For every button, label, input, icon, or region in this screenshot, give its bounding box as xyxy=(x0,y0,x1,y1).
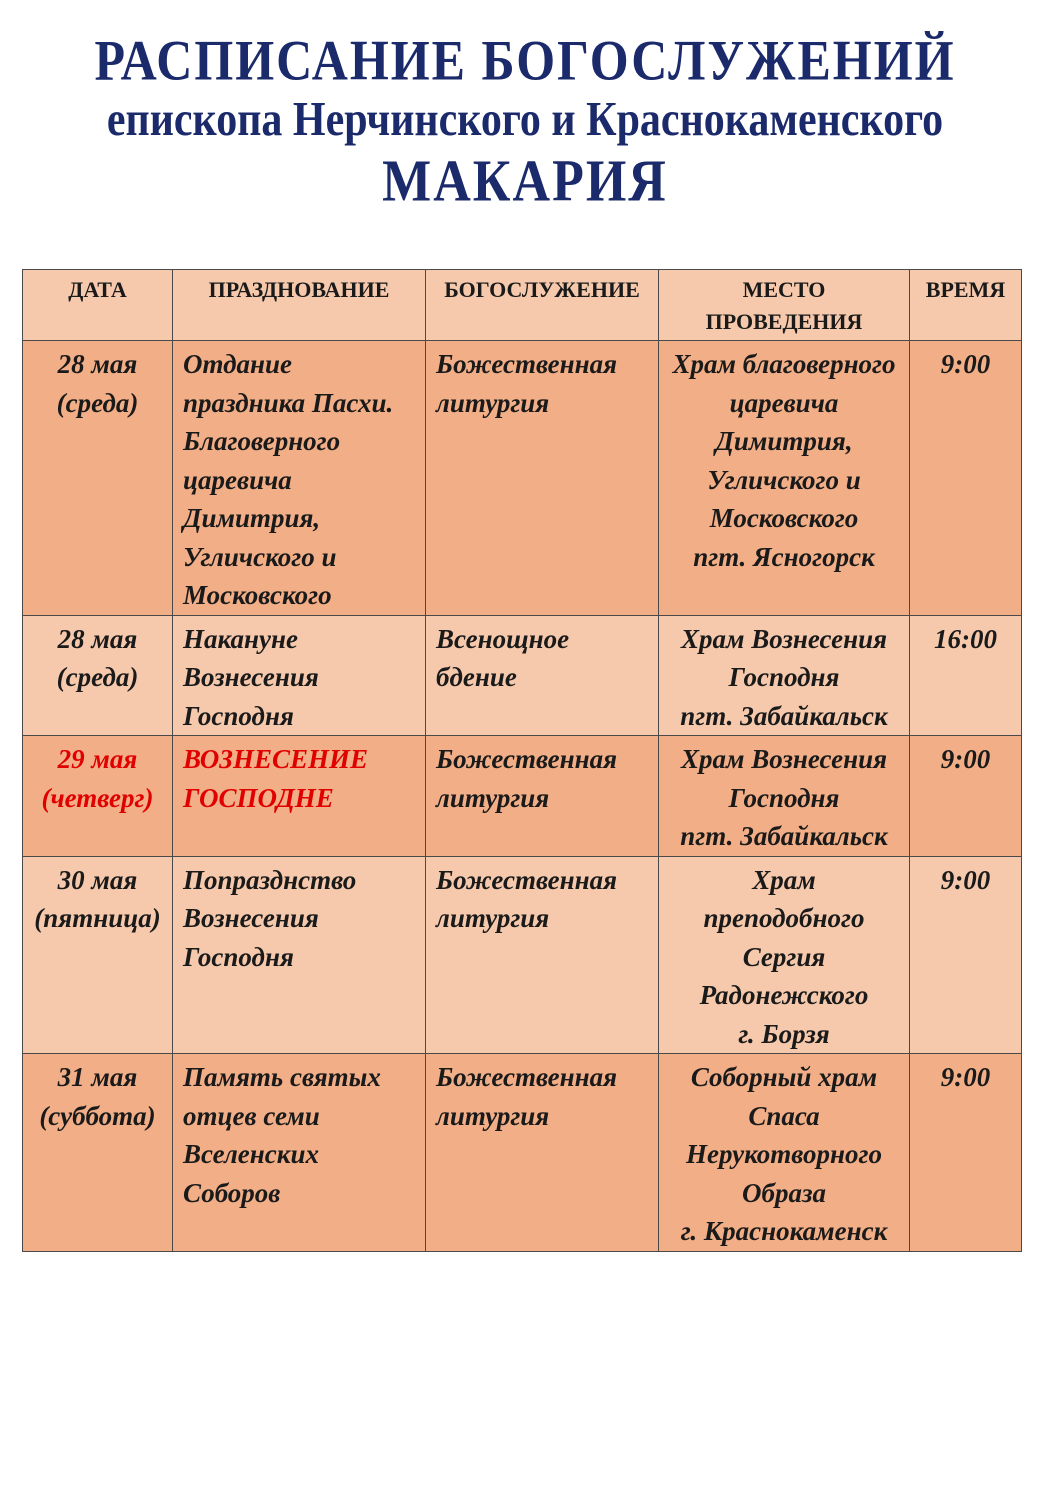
feast-line: ГОСПОДНЕ xyxy=(183,782,334,813)
cell-place xyxy=(659,736,910,857)
service-line: литургия xyxy=(436,782,550,813)
place-line: Угличского и xyxy=(707,464,861,495)
cell-date xyxy=(23,341,173,616)
service-line: бдение xyxy=(436,662,517,692)
place-line: пгт. Забайкальск xyxy=(680,821,888,851)
place-line: Сергия xyxy=(742,941,826,972)
place-line: Господня xyxy=(728,782,840,813)
feast-line: Вселенских xyxy=(183,1139,319,1169)
feast-line: Господня xyxy=(183,700,294,731)
service-line: Божественная xyxy=(436,744,618,774)
feast-line: отцев семи xyxy=(183,1100,320,1131)
place-line: царевича xyxy=(729,387,839,418)
cell-time: 9:00 xyxy=(910,341,1022,616)
cell-feast xyxy=(173,856,426,1054)
table-row xyxy=(23,856,1022,1054)
cell-place xyxy=(659,615,910,736)
cell-service xyxy=(426,341,659,616)
cell-service xyxy=(426,736,659,857)
date-text: 28 мая xyxy=(57,349,138,379)
service-line: Божественная xyxy=(436,864,618,895)
date-text: 31 мая xyxy=(57,1062,138,1092)
place-line: преподобного xyxy=(703,903,865,933)
place-line: Спаса xyxy=(748,1100,820,1131)
header-time: ВРЕМЯ xyxy=(910,270,1022,341)
cell-date xyxy=(23,615,173,736)
place-line: г. Краснокаменск xyxy=(680,1216,888,1246)
service-line: литургия xyxy=(436,1100,550,1131)
title-line-3: МАКАРИЯ xyxy=(382,148,668,215)
place-line: Храм Вознесения xyxy=(680,623,888,654)
cell-time: 16:00 xyxy=(910,615,1022,736)
weekday-text: (среда) xyxy=(56,662,139,692)
service-line: Божественная xyxy=(436,1062,618,1092)
place-line: Московского xyxy=(709,503,859,533)
cell-time: 9:00 xyxy=(910,736,1022,857)
feast-line: царевича xyxy=(183,464,292,495)
feast-line: праздника Пасхи. xyxy=(183,387,394,418)
place-line: Храм xyxy=(752,864,816,895)
header-place-line-1: МЕСТО xyxy=(742,277,826,302)
table-row xyxy=(23,1054,1022,1252)
service-line: литургия xyxy=(436,387,550,418)
cell-feast xyxy=(173,341,426,616)
feast-line: Попразднство xyxy=(183,864,357,895)
header-row xyxy=(23,270,1022,341)
header-place-line-2: ПРОВЕДЕНИЯ xyxy=(705,309,863,334)
title-line-1: РАСПИСАНИЕ БОГОСЛУЖЕНИЙ xyxy=(94,27,956,93)
cell-time: 9:00 xyxy=(910,1054,1022,1252)
feast-line: Благоверного xyxy=(183,426,341,456)
cell-date xyxy=(23,856,173,1054)
cell-feast xyxy=(173,736,426,857)
date-text: 28 мая xyxy=(57,623,138,654)
feast-line: Господня xyxy=(183,941,294,972)
place-line: Димитрия, xyxy=(715,426,853,456)
cell-place xyxy=(659,1054,910,1252)
table-row xyxy=(23,615,1022,736)
weekday-text: (суббота) xyxy=(39,1100,156,1131)
cell-service xyxy=(426,856,659,1054)
header-date: ДАТА xyxy=(23,270,173,341)
cell-date xyxy=(23,736,173,857)
cell-time: 9:00 xyxy=(910,856,1022,1054)
place-line: Нерукотворного xyxy=(686,1139,882,1169)
place-line: Господня xyxy=(728,662,840,692)
feast-line: Накануне xyxy=(183,623,298,654)
cell-feast xyxy=(173,1054,426,1252)
feast-line: ВОЗНЕСЕНИЕ xyxy=(183,744,369,774)
table-row xyxy=(23,341,1022,616)
place-line: Радонежского xyxy=(699,980,869,1010)
feast-line: Отдание xyxy=(183,349,293,379)
cell-place xyxy=(659,856,910,1054)
feast-line: Угличского и xyxy=(183,541,337,572)
cell-feast xyxy=(173,615,426,736)
header-place xyxy=(659,270,910,341)
place-line: пгт. Ясногорск xyxy=(693,541,875,572)
place-line: пгт. Забайкальск xyxy=(680,700,888,731)
service-line: Божественная xyxy=(436,349,618,379)
date-text: 30 мая xyxy=(57,864,138,895)
page-title xyxy=(0,28,1050,216)
service-line: Всенощное xyxy=(436,623,570,654)
place-line: г. Борзя xyxy=(738,1018,830,1049)
weekday-text: (среда) xyxy=(56,387,139,418)
date-text: 29 мая xyxy=(57,744,138,774)
cell-place xyxy=(659,341,910,616)
table-row xyxy=(23,736,1022,857)
place-line: Храм благоверного xyxy=(672,349,896,379)
weekday-text: (пятница) xyxy=(34,903,161,933)
cell-date xyxy=(23,1054,173,1252)
schedule-table xyxy=(22,269,1022,1252)
feast-line: Память святых xyxy=(183,1062,381,1092)
feast-line: Соборов xyxy=(183,1177,281,1208)
header-service: БОГОСЛУЖЕНИЕ xyxy=(426,270,659,341)
feast-line: Димитрия, xyxy=(183,503,321,533)
cell-service xyxy=(426,615,659,736)
place-line: Образа xyxy=(741,1177,826,1208)
place-line: Соборный храм xyxy=(690,1062,878,1092)
title-line-2: епископа Нерчинского и Краснокаменского xyxy=(106,93,944,147)
feast-line: Московского xyxy=(183,580,332,610)
header-feast: ПРАЗДНОВАНИЕ xyxy=(173,270,426,341)
feast-line: Вознесения xyxy=(183,903,319,933)
feast-line: Вознесения xyxy=(183,662,319,692)
weekday-text: (четверг) xyxy=(41,782,154,813)
cell-service xyxy=(426,1054,659,1252)
service-line: литургия xyxy=(436,903,550,933)
place-line: Храм Вознесения xyxy=(680,744,888,774)
